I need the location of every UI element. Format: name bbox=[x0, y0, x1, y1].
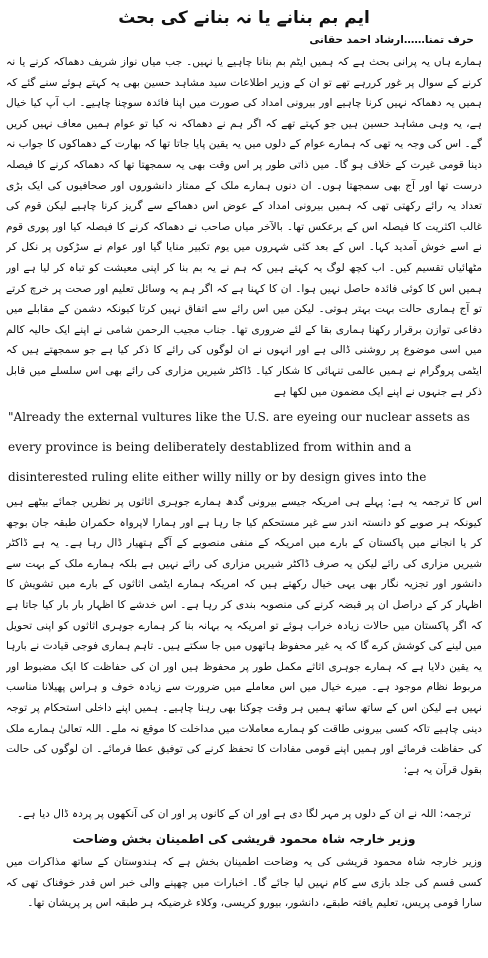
article-paragraph-2: اس کا ترجمہ یہ ہے: پہلے ہی امریکہ جیسے بیرونی گدھ ہمارے جوہری اثاثوں پر نظریں جمائے بیٹھے ہیں کیونکہ ہر صوبے کو دانستہ اندر سے غیر مستحکم کیا جا رہا ہے اور ہمارا لاپرواہ حکمران طبقہ جان بوجھ کر یا انجانے میں پاکستان کے بارے میں امریکہ کے منفی منصوبے کے آگے ہتھیار ڈال رہا ہے۔ یہ ہے ڈاکٹر شیریں مزاری کی رائے لیکن یہ صرف ڈاکٹر شیریں مزاری کی رائے نہیں ہے بلکہ ہمارے ملک کے بہت سے دانشور اور تجزیہ نگار بھی یہی خیال رکھتے ہیں کہ امریکہ ہمارے ایٹمی اثاثوں کے بارے میں تشویش کا اظہار کر کے دراصل ان پر قبضہ کرنے کی منصوبہ بندی کر رہا ہے۔ اس خدشے کا اظہار بار بار کیا جاتا ہے کہ اگر پاکستان میں حالات زیادہ خراب ہوئے تو امریکہ یہ بہانہ بنا کر ہمارے جوہری اثاثوں کو اپنی تحویل میں لینے کی کوشش کرے گا کہ یہ غیر محفوظ ہاتھوں میں جا سکتے ہیں۔ تاہم ہماری فوجی قیادت نے بارہا یہ یقین دلایا ہے کہ ہمارے جوہری اثاثے مکمل طور پر محفوظ ہیں اور ان کی حفاظت کا ایک مضبوط اور مربوط نظام موجود ہے۔ میرے خیال میں اس معاملے میں ضرورت سے زیادہ خوف و ہراس پھیلانا مناسب نہیں ہے لیکن اس کے ساتھ ساتھ ہمیں ہر وقت چوکنا بھی رہنا چاہیے۔ ہمیں اپنے داخلی استحکام پر توجہ دینی چاہیے تاکہ کسی بیرونی طاقت کو ہمارے معاملات میں مداخلت کا موقع نہ ملے۔ اللہ تعالیٰ ہمارے ملک کی حفاظت فرمائے اور ہمیں اپنے قومی مفادات کا تحفظ کرنے کی توفیق عطا فرمائے۔ ان لوگوں کی حالت بقول قرآن یہ ہے: bbox=[6, 496, 482, 776]
quran-translation: ترجمہ: اللہ نے ان کے دلوں پر مہر لگا دی ہے اور ان کے کانوں پر اور ان کی آنکھوں پر پردہ ڈال دیا ہے۔ bbox=[17, 808, 471, 820]
article-paragraph-4: وزیر خارجہ شاہ محمود قریشی کی یہ وضاحت اطمینان بخش ہے کہ ہندوستان کے ساتھ مذاکرات میں کسی قسم کی جلد بازی سے کام نہیں لیا جائے گا۔ اخبارات میں چھپنے والی خبر اس قدر خوفناک تھی کہ سارا قومی پریس، تعلیم یافتہ طبقے، دانشور، بیورو کریسی، وکلاء غرضیکہ ہر طبقہ اس پر پریشان تھا۔ bbox=[6, 856, 482, 910]
section-subheading: وزیر خارجہ شاہ محمود قریشی کی اطمینان بخش وضاحت bbox=[72, 832, 416, 846]
article-paragraph-1: ہمارے ہاں یہ پرانی بحث ہے کہ ہمیں ایٹم بم بنانا چاہیے یا نہیں۔ جب میاں نواز شریف دھماکہ کرنے یا نہ کرنے کے سوال پر غور کررہے تھے تو ان کے وزیر اطلاعات سید مشاہد حسین بھی یہ کہتے ہوئے سنے گئے کہ ہمیں یہ دھماکہ نہیں کرنا چاہیے اور بیرونی امداد کی صورت میں اپنا فائدہ سوچنا چاہیے۔ اب آپ کیا خیال ہے، یہ وہی مشاہد حسین ہیں جو کہتے تھے کہ اگر ہم نے دھماکہ نہ کیا تو عوام ہمیں معاف نہیں کریں گے۔ اس کی وجہ یہ تھی کہ ہمارے عوام کے دلوں میں یہ یقین پایا جاتا تھا کہ بھارت کے دھماکوں کا جواب نہ دینا قومی غیرت کے خلاف ہو گا۔ میں ذاتی طور پر اس وقت بھی یہ سمجھتا تھا کہ دھماکہ کرنے کا فیصلہ درست تھا اور آج بھی سمجھتا ہوں۔ ان دنوں ہمارے ملک کے ممتاز دانشوروں اور صحافیوں کی ایک بڑی تعداد یہ رائے رکھتی تھی کہ ہمیں بیرونی امداد کے عوض اس دھماکے سے گریز کرنا چاہیے لیکن قوم کی غالب اکثریت کا فیصلہ اس کے برعکس تھا۔ بالآخر میاں صاحب نے دھماکہ کرنے کا فیصلہ کیا اور پوری قوم نے اسے خوش آمدید کہا۔ اس کے بعد کئی شہروں میں یوم تکبیر منایا گیا اور عوام نے سڑکوں پر نکل کر مٹھائیاں تقسیم کیں۔ اب کچھ لوگ یہ کہتے ہیں کہ ہم نے یہ بم بنا کر اپنی معیشت کو تباہ کر لیا ہے اور ہمیں اس کا کوئی فائدہ حاصل نہیں ہوا۔ ان کا کہنا ہے کہ اگر ہم یہ وسائل تعلیم اور صحت پر خرچ کرتے تو آج ہماری حالت بہت بہتر ہوتی۔ لیکن میں اس رائے سے اتفاق نہیں کرتا کیونکہ دشمن کے مقابلے میں دفاعی توازن برقرار رکھنا ہماری بقا کے لئے ضروری تھا۔ جناب مجیب الرحمن شامی نے اپنے ایک حالیہ کالم میں اسی موضوع پر روشنی ڈالی ہے اور انہوں نے ان لوگوں کی رائے کا ذکر کیا ہے جو سمجھتے ہیں کہ ایٹمی پروگرام نے ہمیں عالمی تنہائی کا شکار کیا۔ ڈاکٹر شیریں مزاری کی رائے بھی اس سلسلے میں قابل ذکر ہے جنہوں نے اپنے ایک مضمون میں لکھا ہے bbox=[6, 56, 482, 398]
english-quote: "Already the external vultures like the U.S. are eyeing our nuclear assets as every province is being deliberately destablized from within and a disinterested ruling elite either willy nilly or by design gives into the bbox=[8, 410, 470, 484]
article-headline: ایم بم بنانے یا نہ بنانے کی بحث bbox=[118, 8, 370, 28]
article-byline: حرف تمنا……ارشاد احمد حقانی bbox=[309, 34, 474, 46]
